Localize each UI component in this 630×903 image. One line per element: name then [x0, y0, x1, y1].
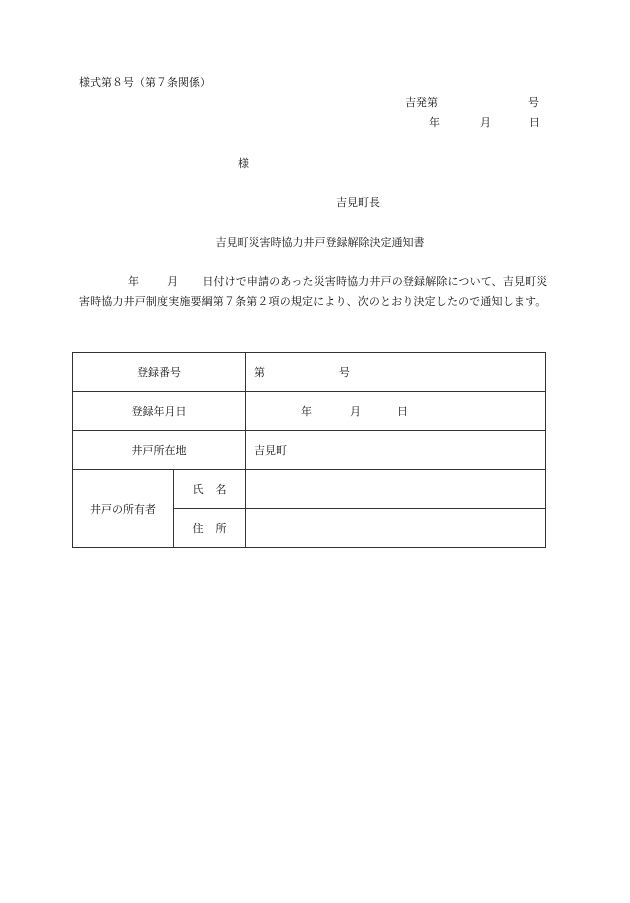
issue-date-year: 年 [429, 116, 440, 129]
issuer-name: 吉見町長 [336, 196, 380, 209]
table-row-location [73, 431, 546, 470]
body-text: 日付けで申請のあった災害時協力井戸の登録解除について、吉見町災害時協力井戸制度実施要綱第７条第２項の規定により、次のとおり決定したので通知します。 [79, 275, 548, 308]
location-value: 吉見町 [246, 431, 546, 470]
owner-address-label: 住 所 [174, 509, 246, 548]
document-title: 吉見町災害時協力井戸登録解除決定通知書 [215, 236, 425, 249]
reg-date-label: 登録年月日 [73, 392, 246, 431]
issue-date-day: 日 [529, 116, 540, 129]
registration-table [72, 352, 546, 548]
owner-label: 井戸の所有者 [73, 470, 174, 548]
reg-date-day: 日 [397, 405, 408, 418]
table-row-owner-name [73, 470, 546, 509]
addressee-honorific: 様 [238, 157, 249, 170]
issue-date-month: 月 [480, 116, 491, 129]
table-row-reg-number [73, 353, 546, 392]
form-number: 様式第８号（第７条関係） [79, 76, 211, 89]
reg-number-value [246, 353, 546, 392]
reg-date-month: 月 [350, 405, 361, 418]
owner-address-value [246, 509, 546, 548]
document-number-prefix: 吉発第 [405, 96, 438, 109]
owner-name-label: 氏 名 [174, 470, 246, 509]
owner-name-value [246, 470, 546, 509]
reg-date-value [246, 392, 546, 431]
document-number-suffix: 号 [528, 96, 539, 109]
location-label: 井戸所在地 [73, 431, 246, 470]
notice-body [79, 272, 551, 311]
reg-date-year: 年 [301, 405, 312, 418]
reg-number-suffix: 号 [339, 366, 350, 379]
reg-number-prefix: 第 [254, 366, 265, 379]
table-row-reg-date [73, 392, 546, 431]
body-month: 月 [167, 275, 179, 288]
body-year: 年 [128, 275, 140, 288]
reg-number-label: 登録番号 [73, 353, 246, 392]
